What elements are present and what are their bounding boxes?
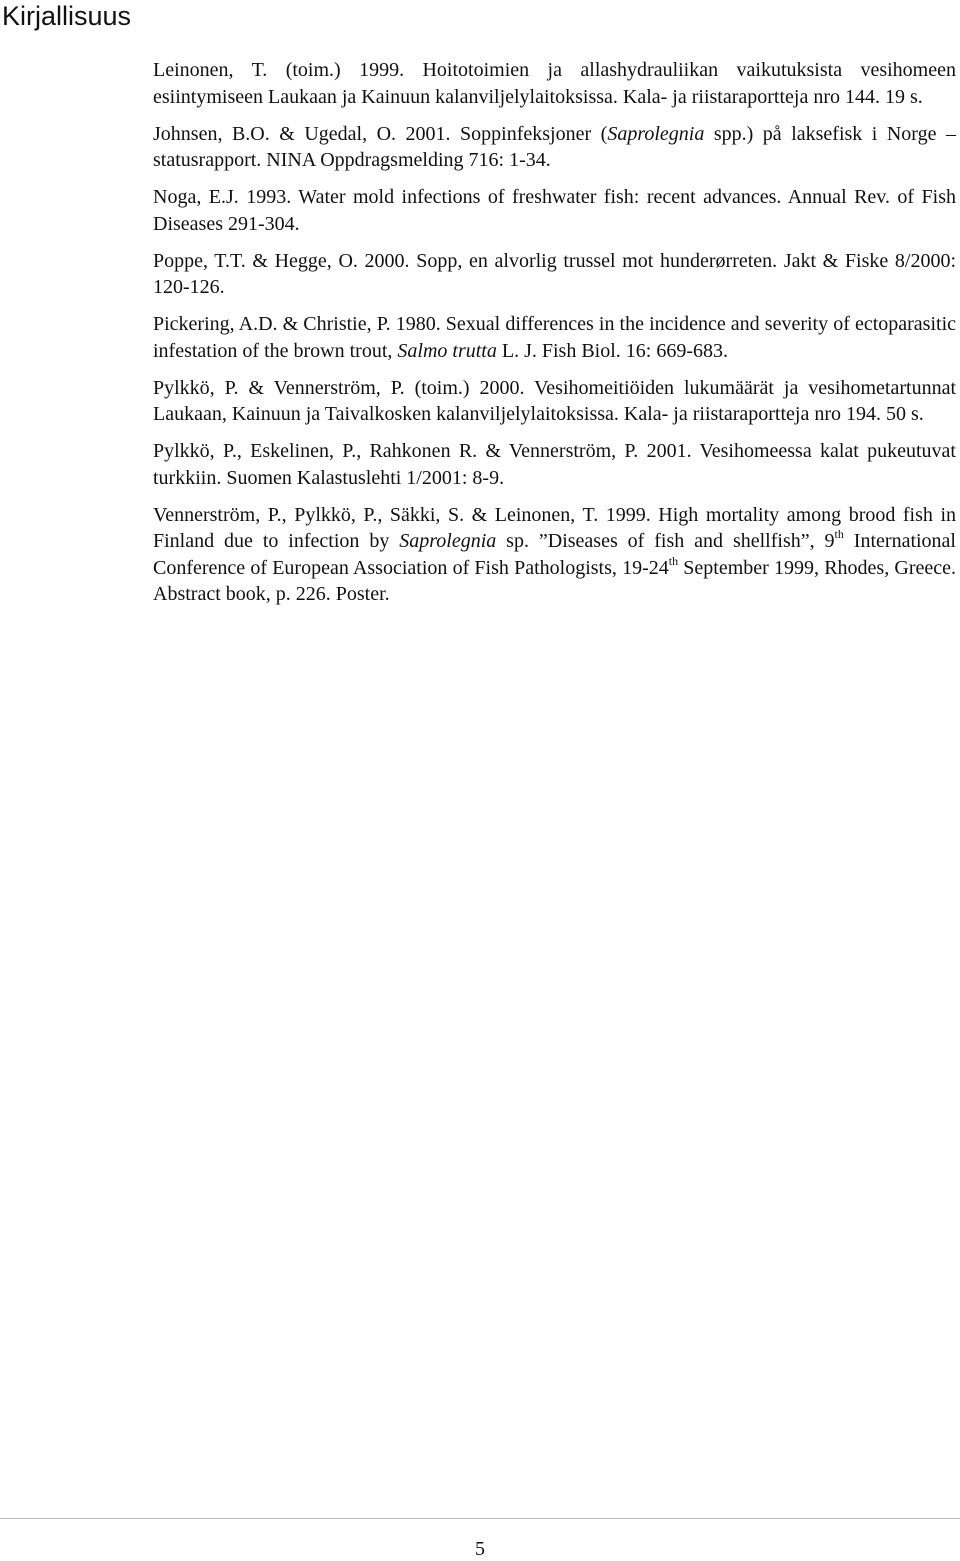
reference-item: [153, 121, 956, 174]
ordinal-suffix: th: [834, 527, 844, 541]
page-heading: Kirjallisuus: [2, 1, 132, 31]
reference-text: Leinonen, T. (toim.) 1999. Hoitotoimien ja allashydrauliikan vaikutuksista vesihomeen esiintymiseen Laukaan ja Kainuun kalanviljelylaitoksissa. Kala- ja riistaraportteja nro 144. 19 s.: [153, 59, 956, 108]
species-name: Saprolegnia: [607, 122, 705, 145]
reference-item: [153, 438, 956, 491]
reference-text: Poppe, T.T. & Hegge, O. 2000. Sopp, en alvorlig trussel mot hunderørreten. Jakt & Fiske 8/2000: 120-126.: [153, 249, 956, 298]
reference-item: [153, 375, 956, 428]
ordinal-suffix: th: [668, 553, 679, 568]
reference-item: [153, 502, 956, 608]
reference-text: L. J. Fish Biol. 16: 669-683.: [496, 339, 728, 362]
species-name: Saprolegnia: [399, 530, 497, 552]
reference-item: [153, 311, 956, 364]
reference-item: [153, 248, 956, 301]
reference-text: International Conference of European Association of Fish Pathologists, 19-24: [153, 530, 956, 579]
species-name: Salmo trutta: [397, 339, 497, 362]
reference-text: Pylkkö, P., Eskelinen, P., Rahkonen R. & Vennerström, P. 2001. Vesihomeessa kalat pukeutuvat turkkiin. Suomen Kalastuslehti 1/2001: 8-9.: [153, 440, 956, 489]
reference-text: September 1999, Rhodes, Greece. Abstract book, p. 226. Poster.: [153, 556, 956, 605]
reference-text: Johnsen, B.O. & Ugedal, O. 2001. Soppinfeksjoner (: [153, 122, 608, 145]
reference-text: Pylkkö, P. & Vennerström, P. (toim.) 2000. Vesihomeitiöiden lukumäärät ja vesihometartunnat Laukaan, Kainuun ja Taivalkosken kalanviljelylaitoksissa. Kala- ja riistaraportteja nro 194. 50 s.: [153, 376, 956, 425]
footer-divider: [0, 1518, 960, 1519]
reference-item: [153, 184, 956, 237]
reference-list: [153, 57, 956, 618]
reference-text: Pickering, A.D. & Christie, P. 1980. Sexual differences in the incidence and severity of ectoparasitic infestation of the brown trout,: [153, 313, 956, 362]
reference-text: sp. ”Diseases of fish and shellfish”, 9: [496, 530, 835, 552]
reference-text: Vennerström, P., Pylkkö, P., Säkki, S. & Leinonen, T. 1999. High mortality among brood fish in Finland due to infection by: [153, 503, 956, 552]
reference-item: [153, 57, 956, 110]
reference-text: Noga, E.J. 1993. Water mold infections of freshwater fish: recent advances. Annual Rev. of Fish Diseases 291-304.: [153, 186, 956, 235]
reference-text: spp.) på laksefisk i Norge – statusrapport. NINA Oppdragsmelding 716: 1-34.: [153, 122, 956, 171]
page-number: 5: [475, 1538, 485, 1560]
